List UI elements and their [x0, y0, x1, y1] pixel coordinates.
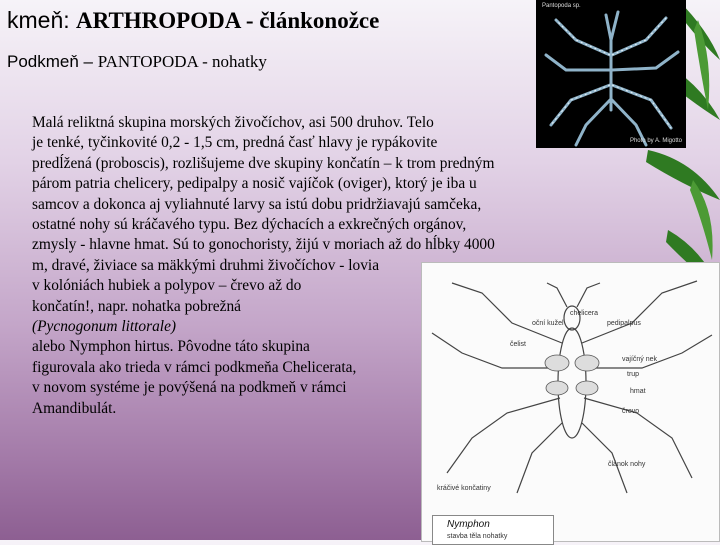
anatomy-drawing [422, 263, 719, 513]
diagram-label: trup [627, 371, 640, 378]
body-line: končatín!, napr. nohatka pobrežná [32, 297, 241, 315]
page-title: kmeň: ARTHROPODA - článkonožce [7, 7, 380, 33]
nymphon-anatomy-diagram [421, 262, 720, 542]
diagram-label: kráčivé končatiny [437, 485, 491, 492]
photo-caption-bottom: Photo by A. Migotto [629, 138, 682, 144]
diagram-caption [432, 515, 554, 545]
body-line: (Pycnogonum littorale) [32, 318, 177, 336]
body-line: alebo Nymphon hirtus. Pôvodne táto skupina [32, 338, 310, 356]
body-line: je tenké, tyčinkovité 0,2 - 1,5 cm, predná časť hlavy je rypákovite [32, 134, 438, 152]
diagram-caption-title: Nymphon [447, 519, 490, 530]
diagram-label: chelicera [570, 310, 599, 317]
diagram-label: článok nohy [608, 461, 646, 468]
body-line: Amandibulát. [32, 399, 117, 417]
diagram-label: pedipalpus [607, 320, 641, 327]
body-line: v novom systéme je povýšená na podkmeň v rámci [32, 379, 347, 397]
diagram-label: hmat [630, 388, 646, 395]
body-line: zmysly - hlavne hmat. Sú to gonochoristy, žijú v moriach až do hĺbky 4000 [32, 236, 495, 254]
body-line: v kolóniách hubiek a polypov – črevo až do [32, 277, 302, 295]
body-line: samcov a dokonca aj vyliahnuté larvy sa istú dobu pridržiavajú samčeka, [32, 195, 482, 213]
diagram-caption-subtitle: stavba těla nohatky [447, 533, 508, 540]
page-subtitle: Podkmeň – PANTOPODA - nohatky [7, 52, 267, 71]
body-line: m, dravé, živiace sa mäkkými druhmi živočíchov - lovia [32, 256, 380, 274]
body-line: Malá reliktná skupina morských živočíchov, asi 500 druhov. Telo [32, 114, 434, 131]
diagram-label: čelist [510, 341, 526, 348]
body-line: figurovala ako trieda v rámci podkmeňa Chelicerata, [32, 358, 357, 376]
body-line: predĺžená (proboscis), rozlišujeme dve skupiny končatín – k trom predným [32, 154, 495, 172]
body-line: párom patria chelicery, pedipalpy a nosič vajíčok (oviger), ktorý je iba u [32, 175, 477, 193]
body-line: ostatné nohy sú kráčavého typu. Bez dýchacích a exkrečných orgánov, [32, 216, 467, 234]
diagram-label: oční kužel [532, 320, 564, 327]
diagram-label: črevo [622, 408, 640, 415]
sea-spider-illustration [536, 0, 686, 148]
diagram-label: vajíčný nek [622, 356, 658, 363]
photo-caption-top: Pantopoda sp. [542, 3, 581, 9]
sea-spider-photo [536, 0, 686, 148]
